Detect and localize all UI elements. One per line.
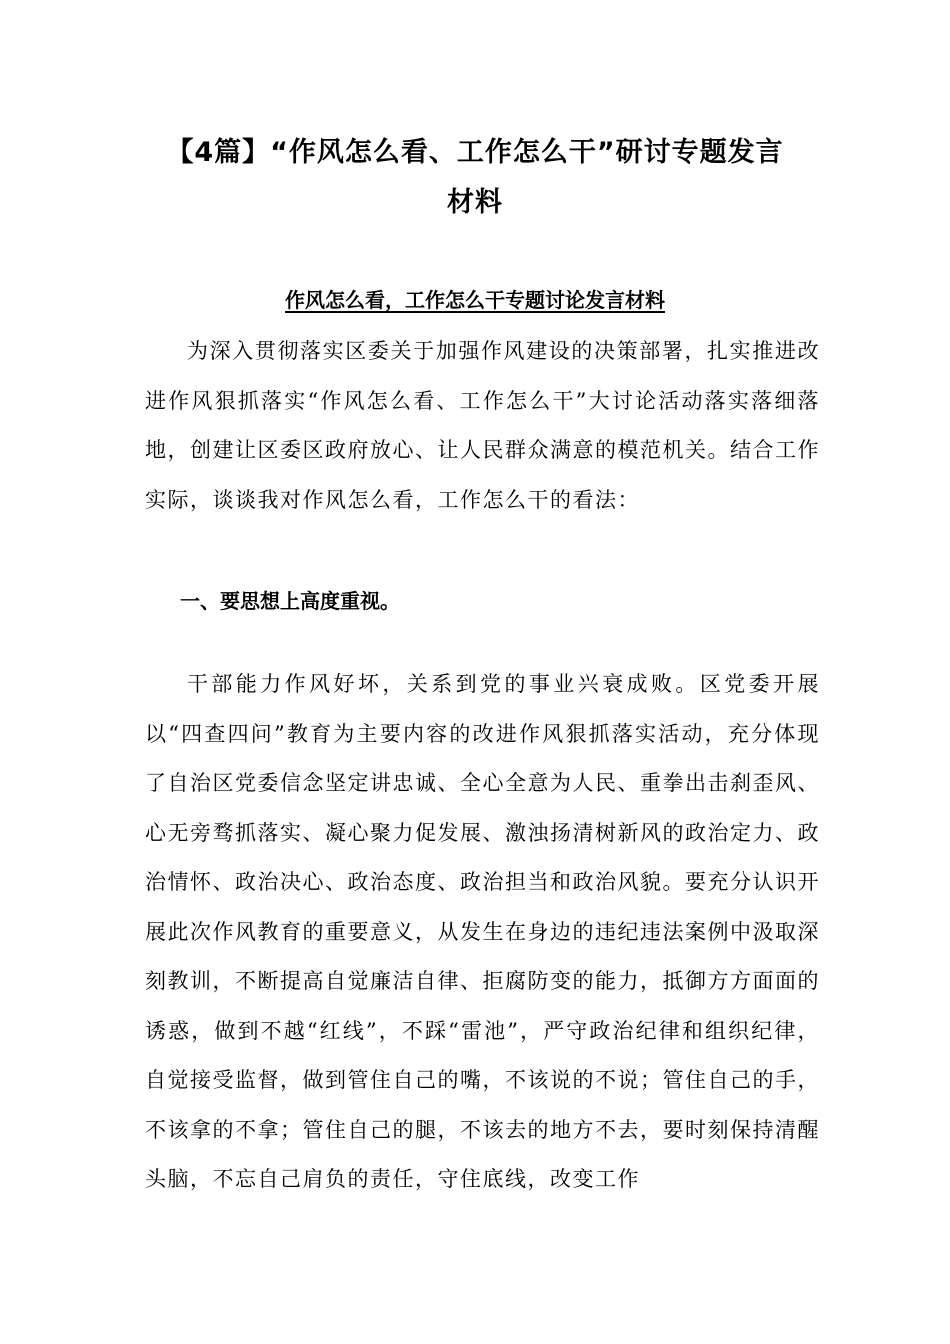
subtitle-text: 作风怎么看，工作怎么干专题讨论发言材料 bbox=[285, 288, 665, 312]
title-line-2: 材料 bbox=[447, 187, 503, 218]
document-subtitle bbox=[100, 284, 850, 316]
intro-paragraph: 为深入贯彻落实区委关于加强作风建设的决策部署，扎实推进改进作风狠抓落实“作风怎么看、工作怎么干”大讨论活动落实落细落地，创建让区委区政府放心、让人民群众满意的模范机关。结合工作实际，谈谈我对作风怎么看，工作怎么干的看法： bbox=[145, 339, 820, 512]
body-paragraph-1: 干部能力作风好坏，关系到党的事业兴衰成败。区党委开展以“四查四问”教育为主要内容的改进作风狠抓落实活动，充分体现了自治区党委信念坚定讲忠诚、全心全意为人民、重拳出击刹歪风、心无旁骛抓落实、凝心聚力促发展、激浊扬清树新风的政治定力、政治情怀、政治决心、政治态度、政治担当和政治风貌。要充分认识开展此次作风教育的重要意义，从发生在身边的违纪违法案例中汲取深刻教训，不断提高自觉廉洁自律、拒腐防变的能力，抵御方方面面的诱惑，做到不越“红线”，不踩“雷池”，严守政治纪律和组织纪律，自觉接受监督，做到管住自己的嘴，不该说的不说；管住自己的手，不该拿的不拿；管住自己的腿，不该去的地方不去，要时刻保持清醒头脑，不忘自己肩负的责任，守住底线，改变工作 bbox=[145, 672, 820, 1191]
section-heading-1: 一、要思想上高度重视。 bbox=[180, 589, 400, 613]
title-line-1: 【4篇】“作风怎么看、工作怎么干”研讨专题发言 bbox=[166, 137, 784, 168]
document-title bbox=[100, 128, 850, 228]
